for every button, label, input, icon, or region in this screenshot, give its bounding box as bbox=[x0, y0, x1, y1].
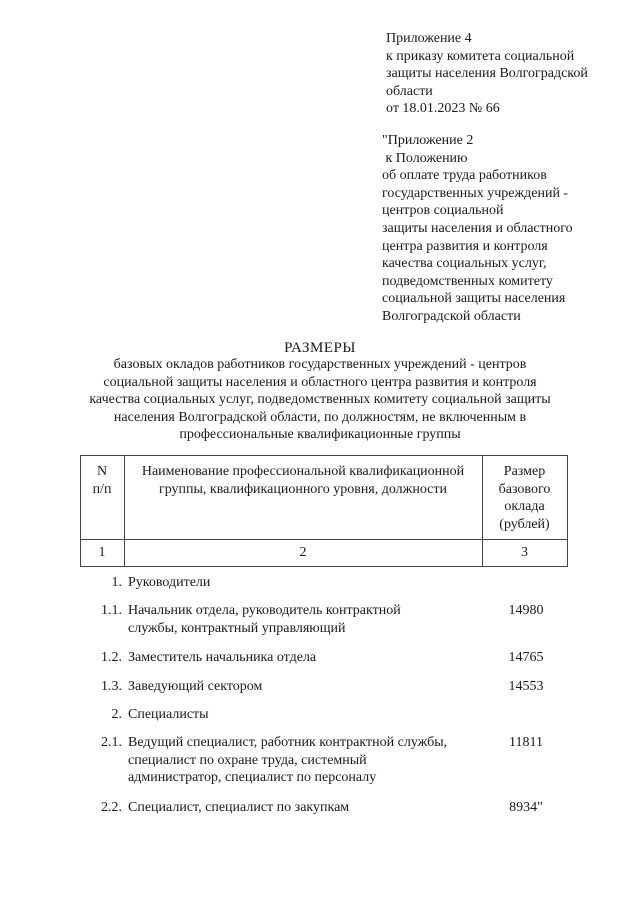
row-number: 2.1. bbox=[101, 735, 122, 750]
appendix-2-line: социальной защиты населения bbox=[382, 291, 566, 307]
appendix-2-header bbox=[382, 132, 573, 326]
table-border-bottom bbox=[80, 566, 568, 567]
row-name: Заведующий сектором bbox=[128, 679, 263, 694]
appendix-2-line: подведомственных комитету bbox=[382, 273, 553, 289]
row-salary: 14553 bbox=[508, 679, 544, 694]
document-title: РАЗМЕРЫ bbox=[284, 340, 356, 356]
appendix-2-line: "Приложение 2 bbox=[382, 133, 474, 148]
header-name: Наименование профессиональной квалификационной группы, квалификационного уровня, должности bbox=[141, 464, 465, 497]
row-salary: 14980 bbox=[508, 603, 544, 618]
appendix-2-line: защиты населения и областного bbox=[382, 220, 573, 236]
appendix-2-line: государственных учреждений - bbox=[382, 185, 569, 201]
row-name: Специалисты bbox=[128, 707, 209, 722]
row-name: Руководители bbox=[128, 575, 211, 590]
subtitle-line: социальной защиты населения и областного центра развития и контроля bbox=[103, 374, 537, 390]
header-num: N п/п bbox=[92, 464, 112, 497]
table-border-mid bbox=[80, 539, 568, 540]
appendix-2-line: к Положению bbox=[382, 150, 468, 166]
salary-table-header bbox=[80, 455, 568, 567]
appendix-4-header bbox=[386, 30, 588, 118]
document-subtitle bbox=[80, 356, 560, 444]
row-name: Заместитель начальника отдела bbox=[128, 650, 317, 665]
appendix-2-line: центров социальной bbox=[382, 203, 504, 219]
appendix-2-line: качества социальных услуг, bbox=[382, 256, 547, 272]
row-salary: 8934" bbox=[509, 800, 543, 815]
row-number: 1. bbox=[111, 575, 122, 590]
row-salary: 11811 bbox=[509, 735, 543, 750]
row-salary: 14765 bbox=[508, 650, 544, 665]
row-number: 2.2. bbox=[101, 800, 122, 815]
appendix-4-line: от 18.01.2023 № 66 bbox=[386, 101, 500, 117]
appendix-4-line: Приложение 4 bbox=[386, 31, 472, 46]
appendix-2-line: об оплате труда работников bbox=[382, 168, 547, 184]
table-border-right bbox=[567, 455, 568, 567]
subtitle-line: населения Волгоградской области, по должностям, не включенным в bbox=[113, 409, 527, 425]
header-salary: Размер базового оклада (рублей) bbox=[498, 464, 551, 532]
row-name: Ведущий специалист, работник контрактной службы, специалист по охране труда, системный администратор, специалист по персоналу bbox=[128, 735, 448, 786]
appendix-4-line: области bbox=[386, 83, 433, 99]
subtitle-line: базовых окладов работников государственных учреждений - центров bbox=[113, 357, 527, 372]
row-name: Специалист, специалист по закупкам bbox=[128, 800, 350, 815]
appendix-4-line: к приказу комитета социальной bbox=[386, 48, 575, 64]
row-number: 2. bbox=[111, 707, 122, 722]
subtitle-line: профессиональные квалификационные группы bbox=[179, 427, 461, 443]
appendix-2-line: Волгоградской области bbox=[382, 308, 521, 324]
row-number: 1.3. bbox=[101, 679, 122, 694]
table-border-top bbox=[80, 455, 568, 456]
column-number-1: 1 bbox=[98, 545, 106, 560]
appendix-4-line: защиты населения Волгоградской bbox=[386, 66, 588, 82]
row-number: 1.2. bbox=[101, 650, 122, 665]
row-name: Начальник отдела, руководитель контрактной службы, контрактный управляющий bbox=[128, 603, 401, 636]
subtitle-line: качества социальных услуг, подведомственных комитету социальной защиты bbox=[89, 392, 551, 408]
appendix-2-line: центра развития и контроля bbox=[382, 238, 548, 254]
column-number-2: 2 bbox=[299, 545, 307, 560]
row-number: 1.1. bbox=[101, 603, 122, 618]
column-number-3: 3 bbox=[521, 545, 528, 560]
